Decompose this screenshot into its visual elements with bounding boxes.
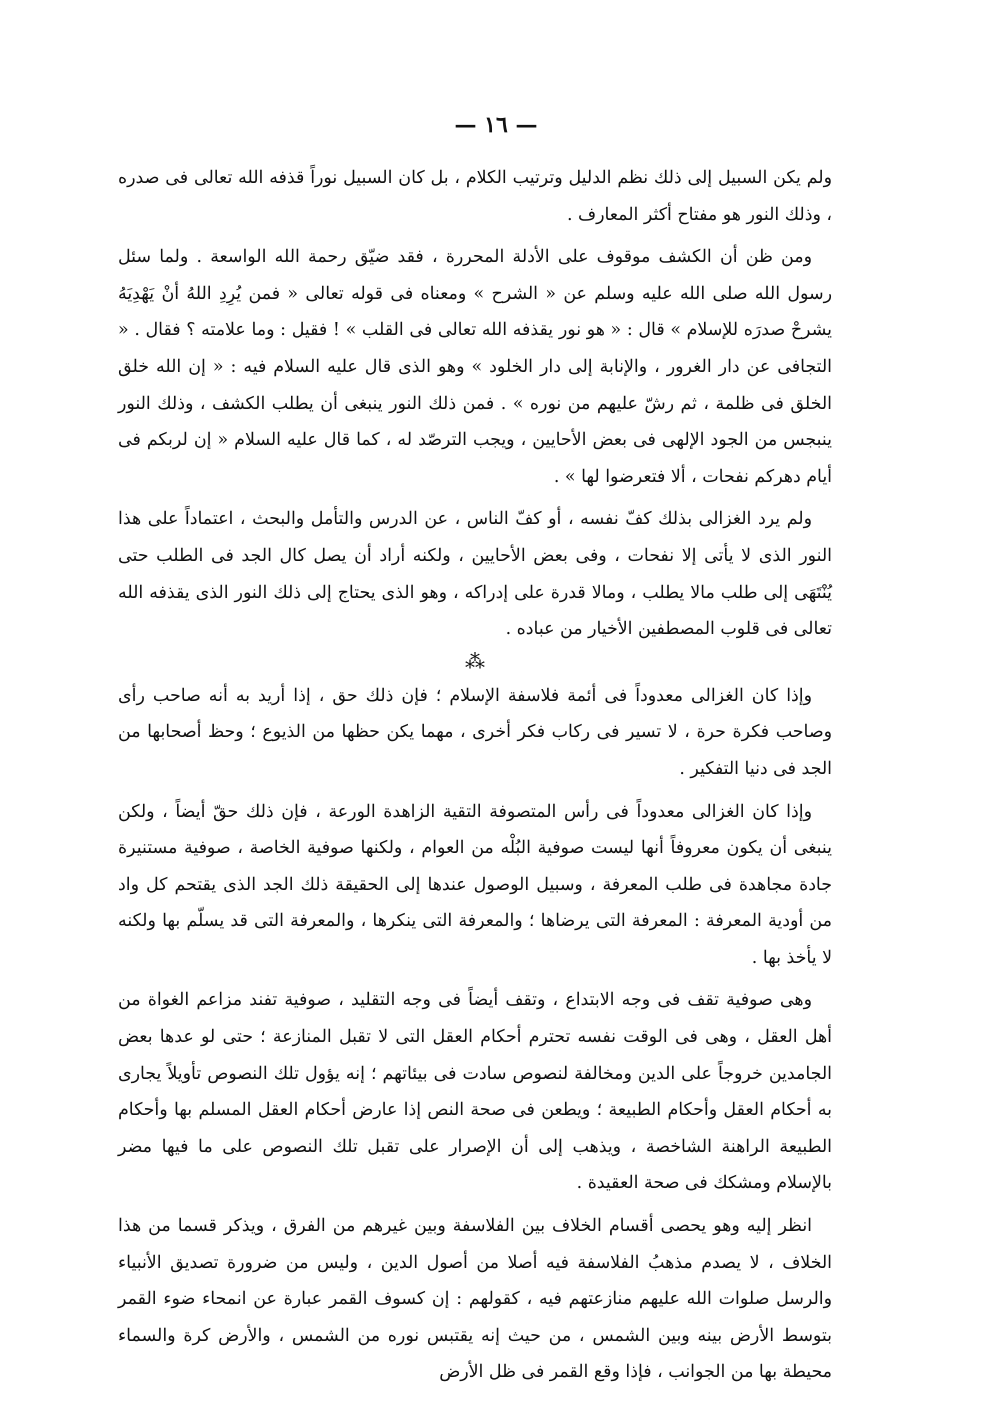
paragraph: ولم يكن السبيل إلى ذلك نظم الدليل وترتيب الكلام ، بل كان السبيل نوراً قذفه الله تعالى فى صدره ، وذلك النور هو مفتاح أكثر المعارف .: [118, 168, 832, 225]
paragraph: وإذا كان الغزالى معدوداً فى أئمة فلاسفة الإسلام ؛ فإن ذلك حق ، إذا أريد به أنه صاحب رأى وصاحب فكرة حرة ، لا تسير فى ركاب فكر أخرى ، مهما يكن حظها من الذيوع ؛ وحظ أصحابها من الجد فى دنيا التفكير .: [118, 685, 832, 779]
paragraph: ومن ظن أن الكشف موقوف على الأدلة المحررة ، فقد ضيّق رحمة الله الواسعة . ولما سئل رسول الله صلى الله عليه وسلم عن « الشرح » ومعناه فى قوله تعالى « فمن يُرِدِ اللهُ أنْ يَهْدِيَهُ يشرحْ صدرَه للإسلام » قال : « هو نور يقذفه الله تعالى فى القلب » ! فقيل : وما علامته ؟ فقال . « التجافى عن دار الغرور ، والإنابة إلى دار الخلود » وهو الذى قال عليه السلام فيه : « إن الله خلق الخلق فى ظلمة ، ثم رشّ عليهم من نوره » . فمن ذلك النور ينبغى أن يطلب الكشف ، وذلك النور ينبجس من الجود الإلهى فى بعض الأحايين ، ويجب الترصّد له ، كما قال عليه السلام « إن لربكم فى أيام دهركم نفحات ، ألا فتعرضوا لها » .: [118, 247, 832, 487]
section-separator: ⁂: [465, 648, 485, 673]
paragraph: وإذا كان الغزالى معدوداً فى رأس المتصوفة التقية الزاهدة الورعة ، فإن ذلك حقّ أيضاً ، ولكن ينبغى أن يكون معروفاً أنها ليست صوفية البُلْه من العوام ، ولكنها صوفية الخاصة ، صوفية مستنيرة جادة مجاهدة فى طلب المعرفة ، وسبيل الوصول عندها إلى الحقيقة ذلك الجد الذى يقتحم كل واد من أودية المعرفة : المعرفة التى يرضاها ؛ والمعرفة التى ينكرها ، والمعرفة التى قد يسلّم بها ولكنه لا يأخذ بها .: [118, 801, 832, 968]
paragraph: وهى صوفية تقف فى وجه الابتداع ، وتقف أيضاً فى وجه التقليد ، صوفية تفند مزاعم الغواة من أهل العقل ، وهى فى الوقت نفسه تحترم أحكام العقل التى لا تقبل المنازعة ؛ حتى لو عدها بعض الجامدين خروجاً على الدين ومخالفة لنصوص سادت فى بيئاتهم ؛ إنه يؤول تلك النصوص تأويلاً يجارى به أحكام العقل وأحكام الطبيعة ؛ ويطعن فى صحة النص إذا عارض أحكام العقل المسلم بها وأحكام الطبيعة الراهنة الشاخصة ، ويذهب إلى أن الإصرار على تقبل تلك النصوص على ما فيها مضر بالإسلام ومشكك فى صحة العقيدة .: [118, 990, 832, 1194]
page-body: [118, 160, 832, 1397]
paragraph: ولم يرد الغزالى بذلك كفّ نفسه ، أو كفّ الناس ، عن الدرس والتأمل والبحث ، اعتماداً على هذا النور الذى لا يأتى إلا نفحات ، وفى بعض الأحايين ، ولكنه أراد أن يصل كال الجد فى الطلب حتى يُنْتَهَى إلى طلب مالا يطلب ، ومالا قدرة على إدراكه ، وهو الذى يحتاج إلى ذلك النور الذى يقذفه الله تعالى فى قلوب المصطفين الأخيار من عباده .: [118, 509, 832, 640]
page-number: — ١٦ —: [454, 112, 538, 138]
paragraph: انظر إليه وهو يحصى أقسام الخلاف بين الفلاسفة وبين غيرهم من الفرق ، ويذكر قسما من هذا الخلاف ، لا يصدم مذهبُ الفلاسفة فيه أصلا من أصول الدين ، وليس من ضرورة تصديق الأنبياء والرسل صلوات الله عليهم منازعتهم فيه ، كقولهم : إن كسوف القمر عبارة عن انمحاء ضوء القمر بتوسط الأرض بينه وبين الشمس ، من حيث إنه يقتبس نوره من الشمس ، والأرض كرة والسماء محيطة بها من الجوانب ، فإذا وقع القمر فى ظل الأرض: [118, 1216, 832, 1383]
